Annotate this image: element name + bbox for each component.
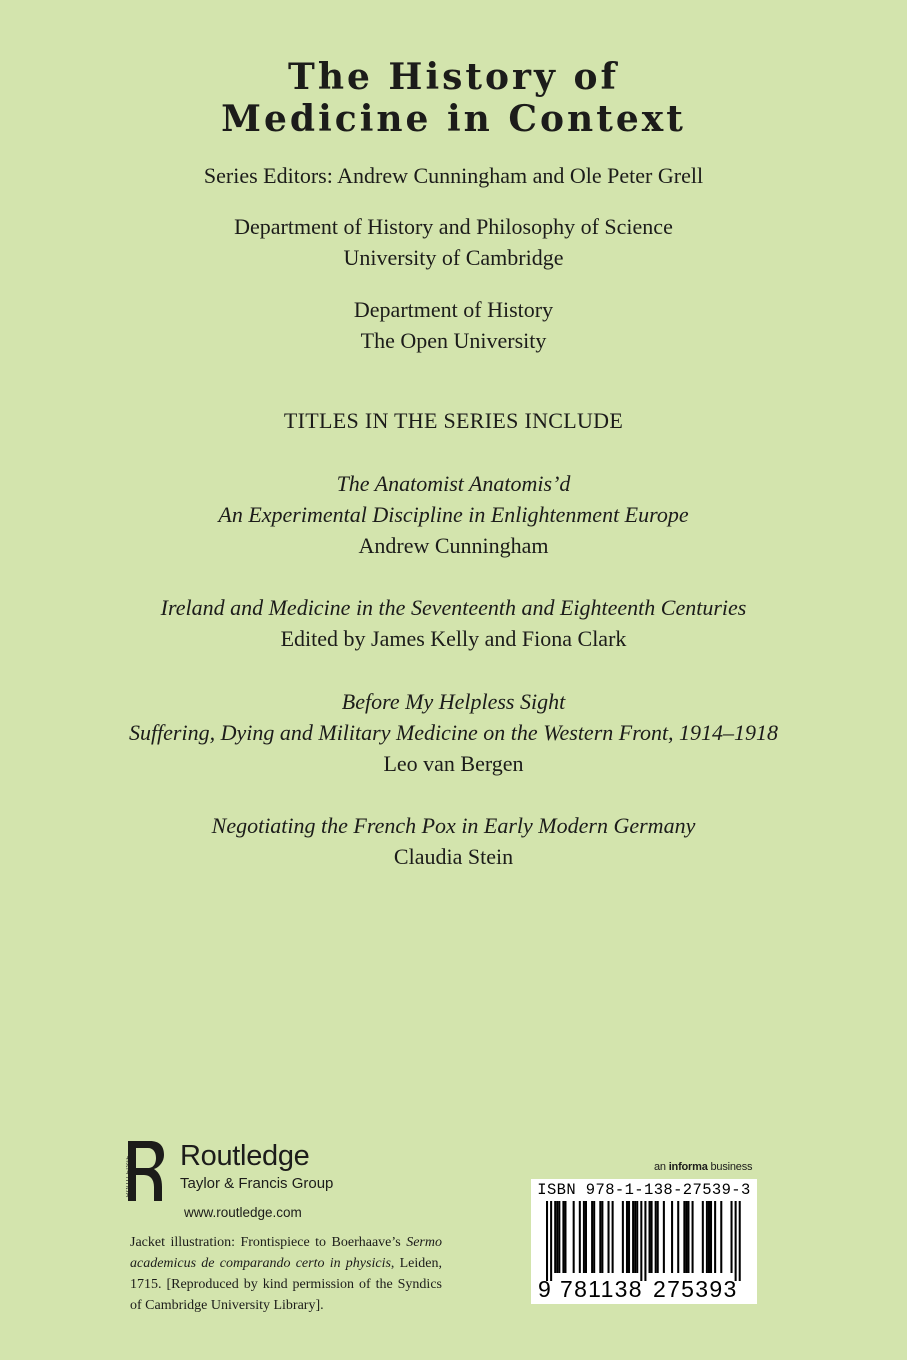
barcode-bar: [683, 1201, 685, 1273]
department-cambridge-line-1: Department of History and Philosophy of Science: [234, 214, 673, 239]
barcode-bar: [628, 1201, 630, 1273]
series-title: [0, 56, 907, 140]
jacket-rest: , Leiden, 1715. [Reproduced by kind permission of the Syndics of Cambridge University Library].: [130, 1256, 442, 1313]
barcode-bar: [573, 1201, 575, 1273]
barcode-bar: [626, 1201, 628, 1273]
barcode-bar: [735, 1201, 737, 1281]
barcode-bar: [583, 1201, 585, 1273]
department-cambridge: [0, 211, 907, 273]
isbn-text: ISBN 978-1-138-27539-3: [537, 1181, 751, 1199]
department-open-line-2: The Open University: [360, 328, 547, 353]
publisher-group: Taylor & Francis Group: [180, 1175, 334, 1192]
barcode-digits-right: 275393: [653, 1276, 738, 1302]
department-open-line-1: Department of History: [353, 297, 554, 322]
titles-heading: [0, 405, 907, 436]
barcode-bar: [685, 1201, 687, 1273]
book-author: Leo van Bergen: [383, 751, 524, 776]
barcode-bar: [599, 1201, 601, 1273]
jacket-work-title: Sermo academicus de comparando certo in physicis: [130, 1235, 442, 1271]
barcode-bar: [655, 1201, 657, 1273]
barcode-bar: [671, 1201, 673, 1273]
barcode-bar: [663, 1201, 665, 1273]
barcode-bar: [593, 1201, 595, 1273]
barcode-bar: [585, 1201, 587, 1273]
book-entry: [0, 810, 907, 872]
book-subtitle: An Experimental Discipline in Enlightenment Europe: [218, 502, 689, 527]
barcode-bar: [601, 1201, 603, 1273]
book-title: Ireland and Medicine in the Seventeenth and Eighteenth Centuries: [160, 595, 747, 620]
book-title: Before My Helpless Sight: [341, 689, 566, 714]
book-author: Claudia Stein: [393, 844, 514, 869]
barcode-bar: [649, 1201, 651, 1273]
barcode-bar: [622, 1201, 624, 1273]
informa-prefix: an: [654, 1161, 666, 1173]
department-open-university: [0, 294, 907, 356]
book-entry: [0, 468, 907, 561]
series-title-line-1: The History of: [288, 56, 619, 98]
book-author: Edited by James Kelly and Fiona Clark: [280, 626, 627, 651]
barcode-digits-left: 781138: [560, 1276, 643, 1302]
jacket-credit: [130, 1232, 442, 1316]
barcode-bar: [591, 1201, 593, 1273]
barcode-bar: [636, 1201, 638, 1273]
barcode-bar: [692, 1201, 694, 1273]
informa-business-tag: [654, 1161, 752, 1173]
isbn-barcode: [531, 1179, 757, 1304]
publisher-name: Routledge: [180, 1140, 310, 1172]
series-title-line-2: Medicine in Context: [221, 98, 686, 140]
barcode-bar: [720, 1201, 722, 1273]
barcode-bar: [550, 1201, 552, 1281]
barcode-bar: [612, 1201, 614, 1273]
jacket-intro: Jacket illustration: Frontispiece to Boerhaave’s: [130, 1235, 401, 1250]
barcode-bar: [564, 1201, 566, 1273]
barcode-bar: [739, 1201, 741, 1281]
barcode-bar: [546, 1201, 548, 1281]
barcode-bar: [632, 1201, 634, 1273]
barcode-bar: [556, 1201, 558, 1273]
barcode-bar: [708, 1201, 710, 1273]
publisher-url[interactable]: www.routledge.com: [184, 1205, 302, 1220]
barcode-bar: [657, 1201, 659, 1273]
barcode-bar: [554, 1201, 556, 1273]
barcode-bar: [706, 1201, 708, 1273]
barcode-bar: [579, 1201, 581, 1273]
department-cambridge-line-2: University of Cambridge: [343, 245, 564, 270]
publisher-logo: [126, 1139, 386, 1203]
routledge-logo-icon: [126, 1139, 166, 1203]
book-entry: [0, 686, 907, 779]
titles-heading-text: TITLES IN THE SERIES INCLUDE: [283, 408, 624, 433]
barcode-bar: [702, 1201, 704, 1273]
barcode-bar: [677, 1201, 679, 1273]
book-entry: [0, 592, 907, 654]
informa-brand: informa: [668, 1161, 708, 1173]
book-author: Andrew Cunningham: [358, 533, 549, 558]
barcode-bar: [558, 1201, 560, 1273]
barcode-bar: [608, 1201, 610, 1273]
series-editors-text: Series Editors: Andrew Cunningham and Ole Peter Grell: [203, 163, 704, 188]
barcode-digit-first: 9: [538, 1276, 551, 1302]
barcode-bar: [710, 1201, 712, 1273]
barcode-bar: [731, 1201, 733, 1273]
barcode-bars: [536, 1201, 752, 1281]
logo-vertical-text: ROUTLEDGE: [126, 1155, 132, 1197]
informa-suffix: business: [710, 1161, 753, 1173]
barcode-bar: [640, 1201, 642, 1281]
series-editors: [0, 160, 907, 191]
barcode-bar: [644, 1201, 646, 1281]
book-title: The Anatomist Anatomis’d: [336, 471, 571, 496]
barcode-bar: [562, 1201, 564, 1273]
book-subtitle: Suffering, Dying and Military Medicine on the Western Front, 1914–1918: [128, 720, 779, 745]
barcode-bar: [687, 1201, 689, 1273]
barcode-bar: [651, 1201, 653, 1273]
book-title: Negotiating the French Pox in Early Modern Germany: [211, 813, 696, 838]
barcode-bar: [714, 1201, 716, 1273]
barcode-bar: [634, 1201, 636, 1273]
